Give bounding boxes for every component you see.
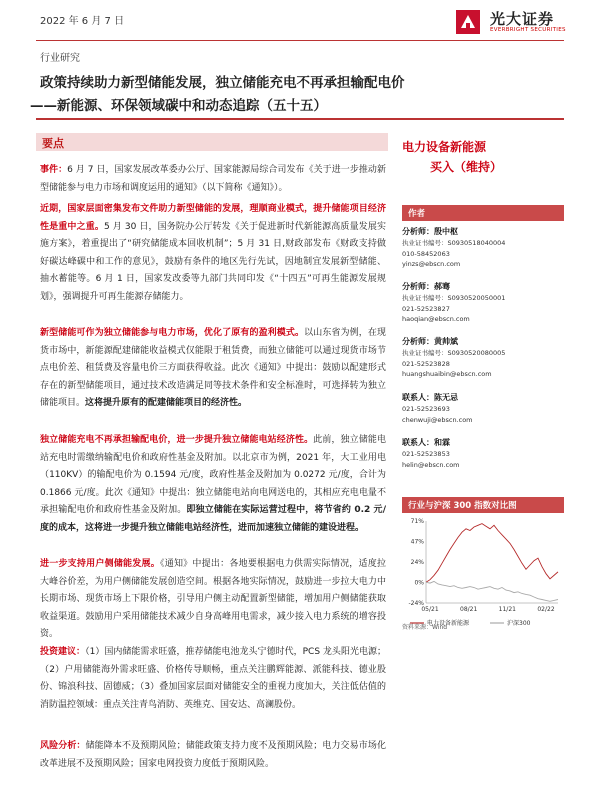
header-divider (36, 40, 564, 41)
key-points-label: 要点 (42, 137, 64, 150)
report-title: 政策持续助力新型储能发展，独立储能充电不再承担输配电价 (40, 75, 405, 91)
analyst-block: 分析师：黄帅斌 执业证书编号：S0930520080005 021-52523828 huangshuaibin@ebscn.com (402, 337, 506, 378)
industry-name: 电力设备新能源 (402, 140, 487, 154)
paragraph-event: 事件：6 月 7 日，国家发展改革委办公厅、国家能源局综合司发布《关于进一步推动新型储能参与电力市场和调度运用的通知》（以下简称《通知》）。 (40, 165, 386, 193)
paragraph-investment: 投资建议：（1）国内储能需求旺盛，推荐储能电池龙头宁德时代，PCS 龙头阳光电源；（2）户用储能海外需求旺盛、价格传导顺畅，重点关注鹏辉能源、派能科技、德业股份、锦浪科技、固德威；（3）叠加国家层面对储能安全的重视力度加大，关注低估值的消防温控领域：重点关注青鸟消防、英维克、国安达、高澜股份。 (40, 647, 386, 710)
paragraph-policy: 近期，国家层面密集发布文件助力新型储能的发展，理顺商业模式，提升储能项目经济性是重中之重。5 月 30 日，国务院办公厅转发《关于促进新时代新能源高质量发展实施方案》，着重提出了“研究储能成本回收机制”；5 月 31 日,财政部发布《财政支持做好碳达峰碳中和工作的意见》，鼓励有条件的地区先行先试，因地制宜发展新型储能、抽水蓄能等。6 月 1 日，国家发改委等九部门共同印发《“十四五”可再生能源发展规划》，强调提升可再生能源存储能力。 (40, 204, 386, 302)
contact-block: 联系人：陈无忌 021-52523693 chenwuji@ebscn.com (402, 393, 473, 424)
legend-label: 电力设备新能源 (427, 620, 470, 627)
rating-label: 买入（维持） (430, 160, 503, 174)
key-points-bar (36, 133, 388, 151)
title-divider (36, 118, 564, 120)
analyst-block: 分析师：郝骞 执业证书编号：S0930520050001 021-52523827 haoqian@ebscn.com (402, 282, 506, 323)
y-tick-label: 0% (414, 579, 424, 587)
report-date: 2022 年 6 月 7 日 (40, 16, 125, 27)
brand-name-en: EVERBRIGHT SECURITIES (490, 27, 566, 33)
chart-source: 资料来源：Wind (402, 624, 448, 631)
x-tick-label: 02/22 (537, 606, 555, 613)
x-tick-label: 11/21 (498, 606, 516, 613)
paragraph-risk: 风险分析：储能降本不及预期风险；储能政策支持力度不及预期风险；电力交易市场化改革进展不及预期风险；国家电网投资力度低于预期风险。 (40, 741, 386, 769)
authors-bar (402, 205, 564, 221)
contact-block: 联系人：和霖 021-52523853 helin@ebscn.com (402, 438, 460, 469)
x-tick-label: 05/21 (421, 606, 439, 613)
analyst-block: 分析师：殷中枢 执业证书编号：S0930518040004 010-58452063 yinzs@ebscn.com (402, 227, 506, 268)
series-line-2 (426, 581, 558, 601)
report-subtitle: ——新能源、环保领域碳中和动态追踪（五十五） (30, 98, 327, 114)
y-tick-label: 24% (410, 559, 424, 566)
y-tick-label: 71% (410, 518, 424, 525)
paragraph-transmission-price: 独立储能充电不再承担输配电价，进一步提升独立储能电站经济性。此前，独立储能电站充电时需缴纳输配电价和政府性基金及附加。以北京市为例，2021 年，大工业用电（110KV）的输配电价为 0.1594 元/度，政府性基金及附加为 0.0272 元/度，合计为 0.1866 元/度。此次《通知》中提出：独立储能电站向电网送电的，其相应充电电量不承担输配电价和政府性基金及附加。即独立储能在实际运营过程中，将节省约 0.2 元/度的成本，这将进一步提升独立储能电站经济性，进而加速独立储能的建设进程。 (40, 435, 386, 533)
series-line-1 (426, 524, 558, 583)
paragraph-user-side: 进一步支持用户侧储能发展。《通知》中提出：各地要根据电力供需实际情况，适度拉大峰谷价差，为用户侧储能发展创造空间。根据各地实际情况，鼓励进一步拉大电力中长期市场、现货市场上下限价格，引导用户侧主动配置新型储能，增加用户侧储能获取收益渠道。鼓励用户采用储能技术减少自身高峰用电需求，减少接入电力系统的增容投资。 (40, 559, 386, 639)
authors-label: 作者 (408, 209, 426, 219)
index-comparison-chart (402, 517, 564, 635)
y-tick-label: -24% (408, 600, 424, 607)
y-tick-label: 47% (410, 538, 424, 546)
report-category: 行业研究 (40, 53, 80, 64)
paragraph-independent-storage: 新型储能可作为独立储能参与电力市场，优化了原有的盈利模式。以山东省为例，在现货市场中，新能源配建储能收益模式仅能限于租赁费，而独立储能可以通过现货市场节点电价差、租赁费及容量电价三方面获得收益。此次《通知》中提出：鼓励以配建形式存在的新型储能项目，通过技术改造满足同等技术条件和安全标准时，可选择转为独立储能项目。这将提升原有的配建储能项目的经济性。 (40, 328, 386, 408)
legend-label: 沪深300 (507, 620, 531, 627)
brand-name: 光大证券 (490, 10, 555, 28)
x-tick-label: 08/21 (460, 606, 478, 613)
chart-title: 行业与沪深 300 指数对比图 (408, 501, 517, 511)
